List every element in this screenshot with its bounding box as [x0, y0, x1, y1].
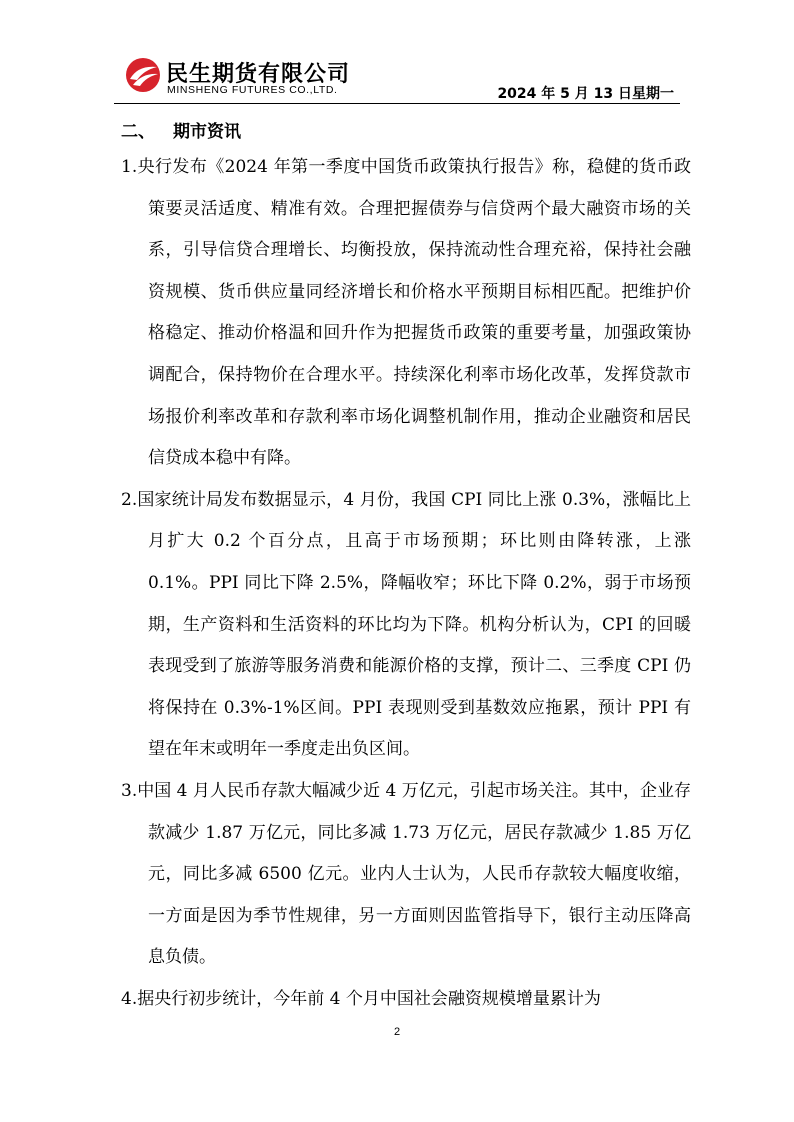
report-date: 2024 年 5 月 13 日星期一: [497, 86, 674, 102]
section-title: 期市资讯: [173, 122, 241, 142]
news-item: 3.中国 4 月人民币存款大幅减少近 4 万亿元，引起市场关注。其中，企业存款减少 1.87 万亿元，同比多减 1.73 万亿元，居民存款减少 1.85 万亿元，同比多减 6500 亿元。业内人士认为，人民币存款较大幅度收缩，一方面是因为季节性规律，另一方面则因监管指导下，银行主动压降高息负债。: [121, 780, 691, 968]
company-name-cn: 民生期货有限公司: [166, 62, 351, 87]
company-logo: [124, 56, 364, 102]
news-list: [121, 147, 691, 1020]
company-name-en: MINSHENG FUTURES CO.,LTD.: [167, 84, 338, 96]
minsheng-logo-icon: [124, 56, 162, 94]
section-number: 二、: [121, 122, 155, 142]
news-item: 1.央行发布《2024 年第一季度中国货币政策执行报告》称，稳健的货币政策要灵活适度、精准有效。合理把握债券与信贷两个最大融资市场的关系，引导信贷合理增长、均衡投放，保持流动性合理充裕，保持社会融资规模、货币供应量同经济增长和价格水平预期目标相匹配。把维护价格稳定、推动价格温和回升作为把握货币政策的重要考量，加强政策协调配合，保持物价在合理水平。持续深化利率市场化改革，发挥贷款市场报价利率改革和存款利率市场化调整机制作用，推动企业融资和居民信贷成本稳中有降。: [121, 157, 691, 469]
news-item: 4.据央行初步统计，今年前 4 个月中国社会融资规模增量累计为: [121, 988, 601, 1009]
news-item: 2.国家统计局发布数据显示，4 月份，我国 CPI 同比上涨 0.3%，涨幅比上月扩大 0.2 个百分点，且高于市场预期；环比则由降转涨，上涨 0.1%。PPI 同比下降 2.5%，降幅收窄；环比下降 0.2%，弱于市场预期，生产资料和生活资料的环比均为下降。机构分析认为，CPI 的回暖表现受到了旅游等服务消费和能源价格的支撑，预计二、三季度 CPI 仍将保持在 0.3%-1%区间。PPI 表现则受到基数效应拖累，预计 PPI 有望在年末或明年一季度走出负区间。: [121, 489, 691, 760]
header-divider: [114, 103, 680, 104]
section-heading: [121, 117, 241, 142]
page-number: 2: [393, 1026, 401, 1038]
